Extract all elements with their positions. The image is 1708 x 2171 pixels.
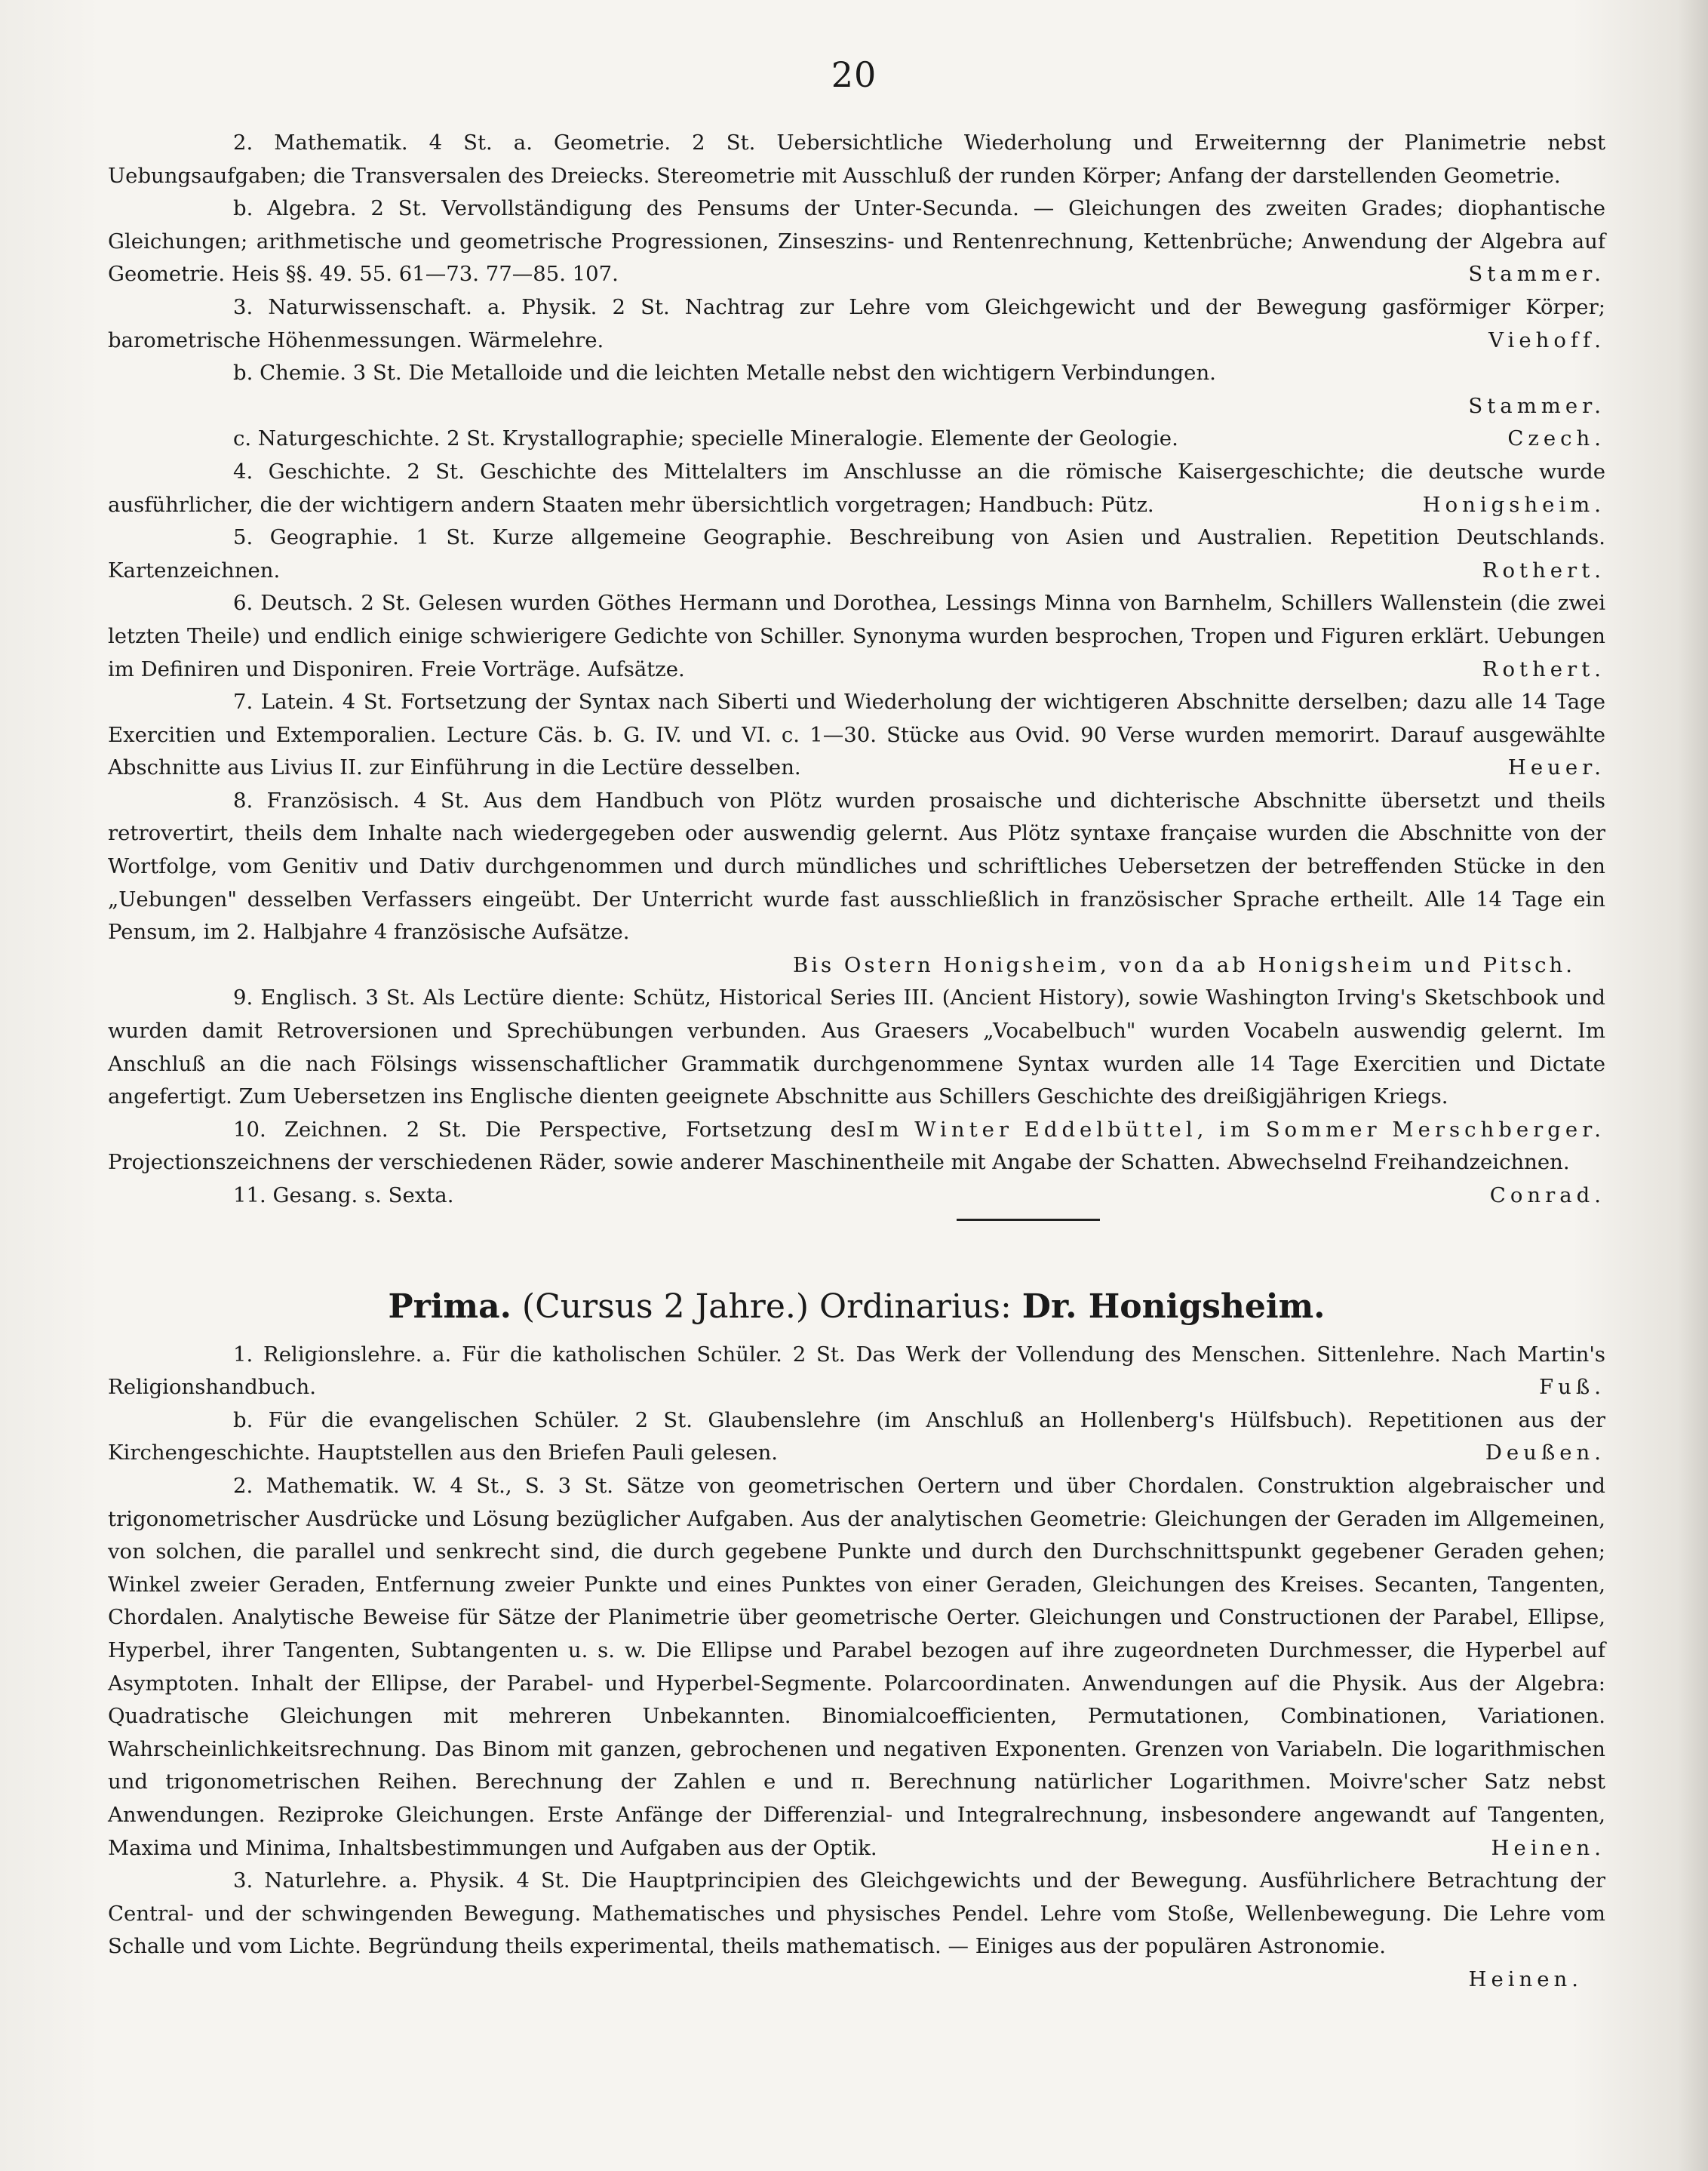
paragraph-religion_kath xyxy=(108,1339,1605,1404)
paragraph-text: 10. Zeichnen. 2 St. Die Perspective, Fortsetzung des Projectionszeichnens der verschiedenen Räder, sowie anderer Maschinentheile mit Angabe der Schatten. Abwechselnd Freihandzeichnen. xyxy=(108,1117,1570,1175)
paragraph-englisch xyxy=(108,982,1605,1142)
teacher-signature: Rothert. xyxy=(1482,657,1605,681)
paragraph-naturgeschichte xyxy=(108,423,1605,456)
paragraph-text: 3. Naturlehre. a. Physik. 4 St. Die Hauptprincipien des Gleichgewichts und der Bewegung. Ausführlichere Betrachtung der Central- und der schwingenden Bewegung. Mathematisches und physisches Pendel. Lehre vom Stoße, Wellenbewegung. Die Lehre vom Schalle und vom Lichte. Begründung theils experimental, theils mathematisch. — Einiges aus der populären Astronomie. xyxy=(108,1868,1605,1959)
paragraph-text: 7. Latein. 4 St. Fortsetzung der Syntax nach Siberti und Wiederholung der wichtigeren Abschnitte derselben; dazu alle 14 Tage Exercitien und Extemporalien. Lecture Cäs. b. G. IV. und VI. c. 1—30. Stücke aus Ovid. 90 Verse wurden memorirt. Darauf ausgewählte Abschnitte aus Livius II. zur Einführung in die Lectüre desselben. xyxy=(108,690,1605,780)
paragraph-chemie xyxy=(108,357,1605,390)
signature-chemie: Stammer. xyxy=(1468,393,1605,418)
teacher-signature: Czech. xyxy=(1507,426,1605,451)
paragraph-text: 2. Mathematik. W. 4 St., S. 3 St. Sätze von geometrischen Oertern und über Chordalen. Construktion algebraischer und trigonometrischer Ausdrücke und Lösung bezüglicher Aufgaben. Aus der analytischen Geometrie: Gleichungen der Geraden im Allgemeinen, von solchen, die parallel und senkrecht sind, die durch gegebene Punkte und durch den Durchschnittspunkt gegebener Geraden gehen; Winkel zweier Geraden, Entfernung zweier Punkte und eines Punktes von einer Geraden, Gleichungen des Kreises. Secanten, Tangenten, Chordalen. Analytische Beweise für Sätze der Planimetrie über geometrische Oerter. Gleichungen und Constructionen der Parabel, Ellipse, Hyperbel, ihrer Tangenten, Subtangenten u. s. w. Die Ellipse und Parabel bezogen auf ihre zugeordneten Durchmesser, die Hyperbel auf Asymptoten. Inhalt der Ellipse, der Parabel- und Hyperbel-Segmente. Polarcoordinaten. Anwendungen auf die Physik. Aus der Algebra: Quadratische Gleichungen mit mehreren Unbekannten. Binomialcoefficienten, Permutationen, Combinationen, Variationen. Wahrscheinlichkeitsrechnung. Das Binom mit ganzen, gebrochenen und negativen Exponenten. Grenzen von Variabeln. Die logarithmischen und trigonometrischen Reihen. Berechnung der Zahlen e und π. Berechnung natürlicher Logarithmen. Moivre'scher Satz nebst Anwendungen. Reziproke Gleichungen. Erste Anfänge der Differenzial- und Integralrechnung, insbesondere angewandt auf Tangenten, Maxima und Minima, Inhaltsbestimmungen und Aufgaben aus der Optik. xyxy=(108,1473,1605,1860)
paragraph-gesang xyxy=(108,1179,1605,1213)
paragraph-mathematik_prima xyxy=(108,1470,1605,1865)
prima-section xyxy=(108,1339,1605,1963)
teacher-signature: Rothert. xyxy=(1482,558,1605,583)
teacher-signature: Im Winter Eddelbüttel, im Sommer Merschberger. xyxy=(866,1117,1605,1142)
signature-franzoesisch: Bis Ostern Honigsheim, von da ab Honigsheim und Pitsch. xyxy=(792,952,1575,977)
paragraph-text: 3. Naturwissenschaft. a. Physik. 2 St. Nachtrag zur Lehre vom Gleichgewicht und der Bewegung gasförmiger Körper; barometrische Höhenmessungen. Wärmelehre. xyxy=(108,294,1605,352)
paragraph-mathematik xyxy=(108,127,1605,192)
paragraph-text: 1. Religionslehre. a. Für die katholischen Schüler. 2 St. Das Werk der Vollendung des Menschen. Sittenlehre. Nach Martin's Religionshandbuch. xyxy=(108,1342,1605,1400)
secunda-section-part2 xyxy=(108,423,1605,949)
paragraph-text: 2. Mathematik. 4 St. a. Geometrie. 2 St. Uebersichtliche Wiederholung und Erweiternng der Planimetrie nebst Uebungsaufgaben; die Transversalen des Dreiecks. Stereometrie mit Ausschluß der runden Körper; Anfang der darstellenden Geometrie. xyxy=(108,131,1605,188)
teacher-signature: Honigsheim. xyxy=(1422,492,1605,517)
teacher-signature: Deußen. xyxy=(1485,1441,1605,1465)
prima-ordinarius-name: Dr. Honigsheim. xyxy=(1021,1287,1326,1326)
paragraph-text: b. Chemie. 3 St. Die Metalloide und die leichten Metalle nebst den wichtigern Verbindungen. xyxy=(233,361,1216,386)
prima-course: (Cursus 2 Jahre.) xyxy=(521,1287,809,1326)
teacher-signature: Heinen. xyxy=(1491,1835,1605,1860)
secunda-section-part3 xyxy=(108,982,1605,1212)
paragraph-religion_ev xyxy=(108,1404,1605,1470)
paragraph-deutsch xyxy=(108,587,1605,686)
paragraph-text: 6. Deutsch. 2 St. Gelesen wurden Göthes Hermann und Dorothea, Lessings Minna von Barnhelm, Schillers Wallenstein (die zwei letzten Theile) und endlich einige schwierigere Gedichte von Schiller. Synonyma wurden besprochen, Tropen und Figuren erklärt. Uebungen im Definiren und Disponiren. Freie Vorträge. Aufsätze. xyxy=(108,591,1605,681)
teacher-signature: Conrad. xyxy=(1489,1183,1605,1207)
teacher-signature: Heuer. xyxy=(1507,755,1605,780)
page-spine-shadow xyxy=(1678,0,1708,2171)
signature-physik-prima: Heinen. xyxy=(1468,1967,1583,1991)
paragraph-physik_prima xyxy=(108,1865,1605,1963)
teacher-signature: Fuß. xyxy=(1539,1375,1605,1400)
paragraph-text: 4. Geschichte. 2 St. Geschichte des Mittelalters im Anschlusse an die römische Kaisergeschichte; die deutsche wurde ausführlicher, die der wichtigern andern Staaten mehr übersichtlich vorgetragen; Handbuch: Pütz. xyxy=(108,459,1605,517)
prima-heading xyxy=(108,1286,1605,1328)
paragraph-geographie xyxy=(108,521,1605,587)
prima-ordinarius-label: Ordinarius: xyxy=(819,1287,1012,1326)
paragraph-text: b. Für die evangelischen Schüler. 2 St. Glaubenslehre (im Anschluß an Hollenberg's Hülfsbuch). Repetitionen aus der Kirchengeschichte. Hauptstellen aus den Briefen Pauli gelesen. xyxy=(108,1407,1605,1465)
paragraph-geschichte xyxy=(108,456,1605,521)
page-content xyxy=(108,127,1605,1996)
paragraph-text: 8. Französisch. 4 St. Aus dem Handbuch von Plötz wurden prosaische und dichterische Abschnitte übersetzt und theils retrovertirt, theils dem Inhalte nach wiedergegeben oder auswendig gelernt. Aus Plötz syntaxe française wurden die Abschnitte von der Wortfolge, vom Genitiv und Dativ durchgenommen und durch mündliches und schriftliches Uebersetzen der betreffenden Stücke in den „Uebungen" desselben Verfassers eingeübt. Der Unterricht wurde fast ausschließlich in französischer Sprache ertheilt. Alle 14 Tage ein Pensum, im 2. Halbjahre 4 französische Aufsätze. xyxy=(108,788,1605,945)
teacher-signature: Stammer. xyxy=(1468,262,1605,287)
paragraph-physik xyxy=(108,291,1605,357)
teacher-signature: Viehoff. xyxy=(1488,327,1605,352)
paragraph-text: 5. Geographie. 1 St. Kurze allgemeine Geographie. Beschreibung von Asien und Australien. Repetition Deutschlands. Kartenzeichnen. xyxy=(108,525,1605,583)
section-divider xyxy=(957,1219,1100,1221)
prima-title: Prima. xyxy=(388,1287,511,1326)
paragraph-text: c. Naturgeschichte. 2 St. Krystallographie; specielle Mineralogie. Elemente der Geologie. xyxy=(233,426,1178,451)
paragraph-text: 9. Englisch. 3 St. Als Lectüre diente: Schütz, Historical Series III. (Ancient History), sowie Washington Irving's Sketschbook und wurden damit Retroversionen und Sprechübungen verbunden. Aus Graesers „Vocabelbuch" wurden Vocabeln auswendig gelernt. Im Anschluß an die nach Fölsings wissenschaftlicher Grammatik durchgenommene Syntax wurden alle 14 Tage Exercitien und Dictate angefertigt. Zum Uebersetzen ins Englische dienten geeignete Abschnitte aus Schillers Geschichte des dreißigjährigen Kriegs. xyxy=(108,986,1605,1109)
paragraph-franzoesisch xyxy=(108,785,1605,949)
paragraph-text: 11. Gesang. s. Sexta. xyxy=(233,1183,454,1207)
paragraph-algebra xyxy=(108,192,1605,291)
paragraph-text: b. Algebra. 2 St. Vervollständigung des Pensums der Unter-Secunda. — Gleichungen des zweiten Grades; diophantische Gleichungen; arithmetische und geometrische Progressionen, Zinseszins- und Rentenrechnung, Kettenbrüche; Anwendung der Algebra auf Geometrie. Heis §§. 49. 55. 61—73. 77—85. 107. xyxy=(108,196,1605,287)
page-number: 20 xyxy=(831,54,877,95)
paragraph-latein xyxy=(108,686,1605,785)
secunda-section-part1 xyxy=(108,127,1605,390)
